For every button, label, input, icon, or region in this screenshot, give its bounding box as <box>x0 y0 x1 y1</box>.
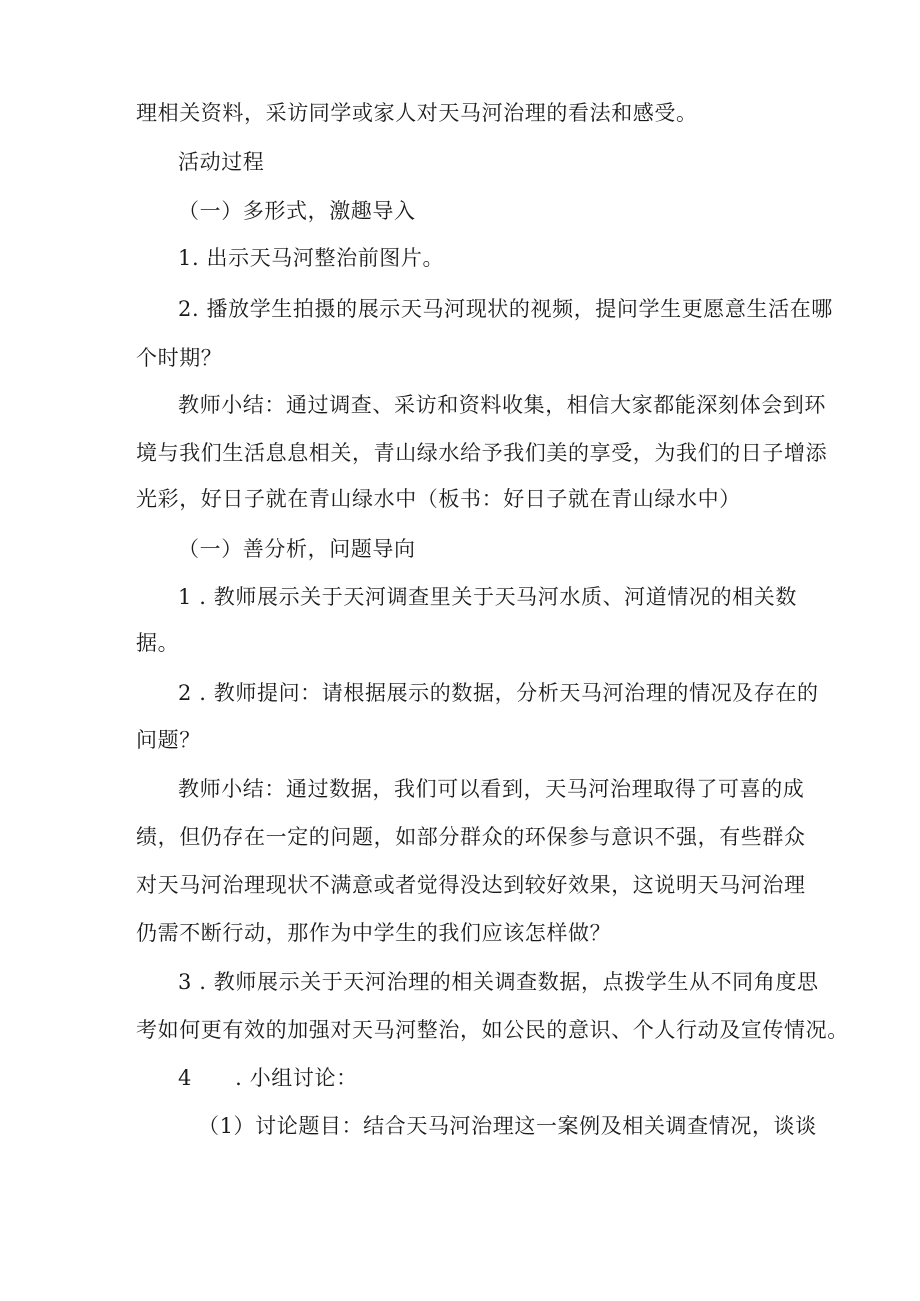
analysis-item-3-continuation: 考如何更有效的加强对天马河整治，如公民的意识、个人行动及宣传情况。 <box>136 1018 849 1042</box>
teacher-summary-2-line-2: 绩，但仍存在一定的问题，如部分群众的环保参与意识不强，有些群众 <box>136 825 806 849</box>
text-line-continuation: 理相关资料，采访同学或家人对天马河治理的看法和感受。 <box>136 101 698 125</box>
analysis-item-1-continuation: 据。 <box>136 631 180 655</box>
analysis-item-2-continuation: 问题？ <box>136 728 201 752</box>
list-item-2: 2. 播放学生拍摄的展示天马河现状的视频，提问学生更愿意生活在哪 <box>178 297 833 321</box>
teacher-summary-1-line-3: 光彩，好日子就在青山绿水中（板书：好日子就在青山绿水中） <box>136 487 741 511</box>
teacher-summary-2-line-4: 仍需不断行动，那作为中学生的我们应该怎样做？ <box>136 921 612 945</box>
subheading-analysis: （一）善分析，问题导向 <box>178 537 416 561</box>
subheading-introduction: （一）多形式，激趣导入 <box>178 199 416 223</box>
analysis-item-4: 4 . 小组讨论： <box>178 1066 358 1090</box>
list-item-1: 1. 出示天马河整治前图片。 <box>178 246 445 270</box>
discussion-topic: （1）讨论题目：结合天马河治理这一案例及相关调查情况，谈谈 <box>198 1114 817 1138</box>
teacher-summary-2-line-3: 对天马河治理现状不满意或者觉得没达到较好效果，这说明天马河治理 <box>136 873 806 897</box>
teacher-summary-1-line-2: 境与我们生活息息相关，青山绿水给予我们美的享受，为我们的日子增添 <box>136 441 828 465</box>
teacher-summary-1-line-1: 教师小结：通过调查、采访和资料收集，相信大家都能深刻体会到环 <box>178 393 826 417</box>
section-heading-activity-process: 活动过程 <box>178 150 265 174</box>
teacher-summary-2-line-1: 教师小结：通过数据，我们可以看到，天马河治理取得了可喜的成 <box>178 777 805 801</box>
analysis-item-3: 3 . 教师展示关于天河治理的相关调查数据，点拨学生从不同角度思 <box>178 970 819 994</box>
list-item-2-continuation: 个时期？ <box>136 346 223 370</box>
analysis-item-1: 1 . 教师展示关于天河调查里关于天马河水质、河道情况的相关数 <box>178 585 797 609</box>
analysis-item-2: 2 . 教师提问：请根据展示的数据，分析天马河治理的情况及存在的 <box>178 681 819 705</box>
